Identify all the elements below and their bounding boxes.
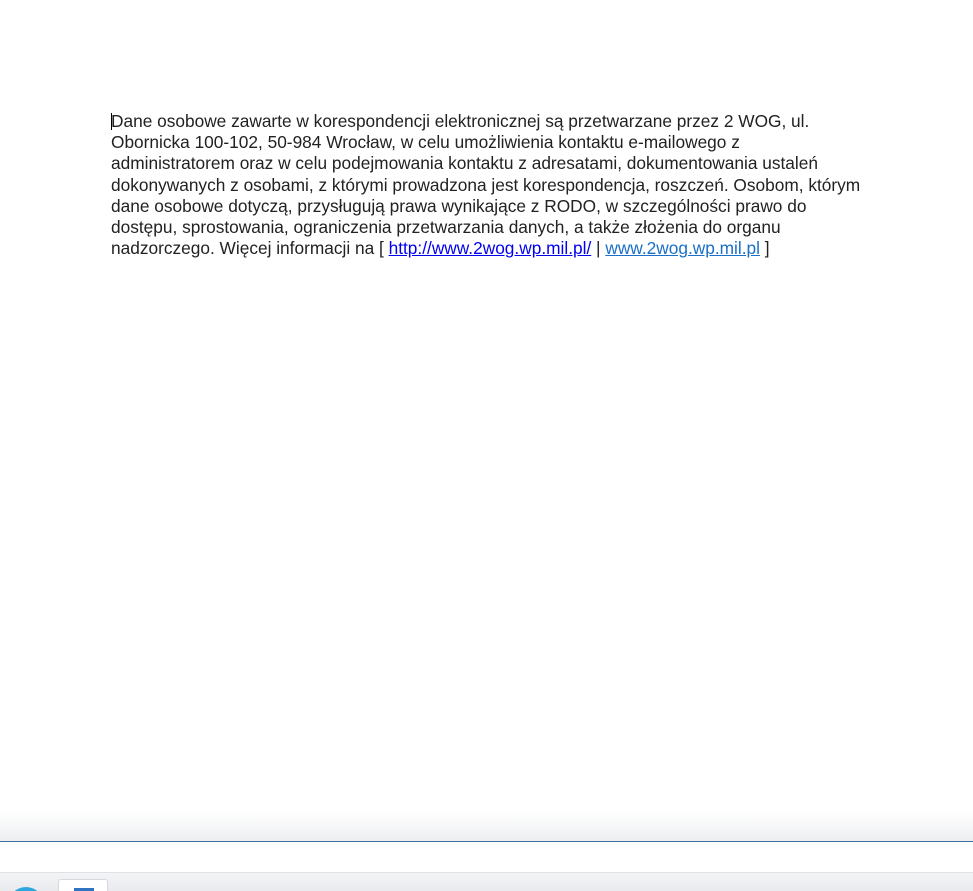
editor-footer-bar	[0, 842, 973, 872]
editor-bottom-fade	[0, 812, 973, 842]
gdpr-notice-paragraph[interactable]	[111, 111, 867, 259]
window-tab-icon[interactable]	[58, 879, 108, 891]
closing-bracket: ]	[759, 238, 770, 259]
link-separator: |	[591, 238, 606, 259]
link-2wog-full-url[interactable]: http://www.2wog.wp.mil.pl/	[388, 238, 592, 259]
circle-app-icon[interactable]	[8, 887, 44, 891]
notice-text: Dane osobowe zawarte w korespondencji elektronicznej są przetwarzane przez 2 WOG, ul. Obornicka 100-102, 50-984 Wrocław, w celu umożliwienia kontaktu e-mailowego z administratorem oraz w celu podejmowania kontaktu z adresatami, dokumentowania ustaleń dokonywanych z osobami, z którymi prowadzona jest korespondencja, roszczeń. Osobom, którym dane osobowe dotyczą, przysługują prawa wynikające z RODO, w szczególności prawo do dostępu, sprostowania, ograniczenia przetwarzania danych, a także złożenia do organu nadzorczego. Więcej informacji na [	[111, 111, 861, 259]
link-2wog-short-url[interactable]: www.2wog.wp.mil.pl	[605, 238, 760, 259]
taskbar	[0, 872, 973, 891]
